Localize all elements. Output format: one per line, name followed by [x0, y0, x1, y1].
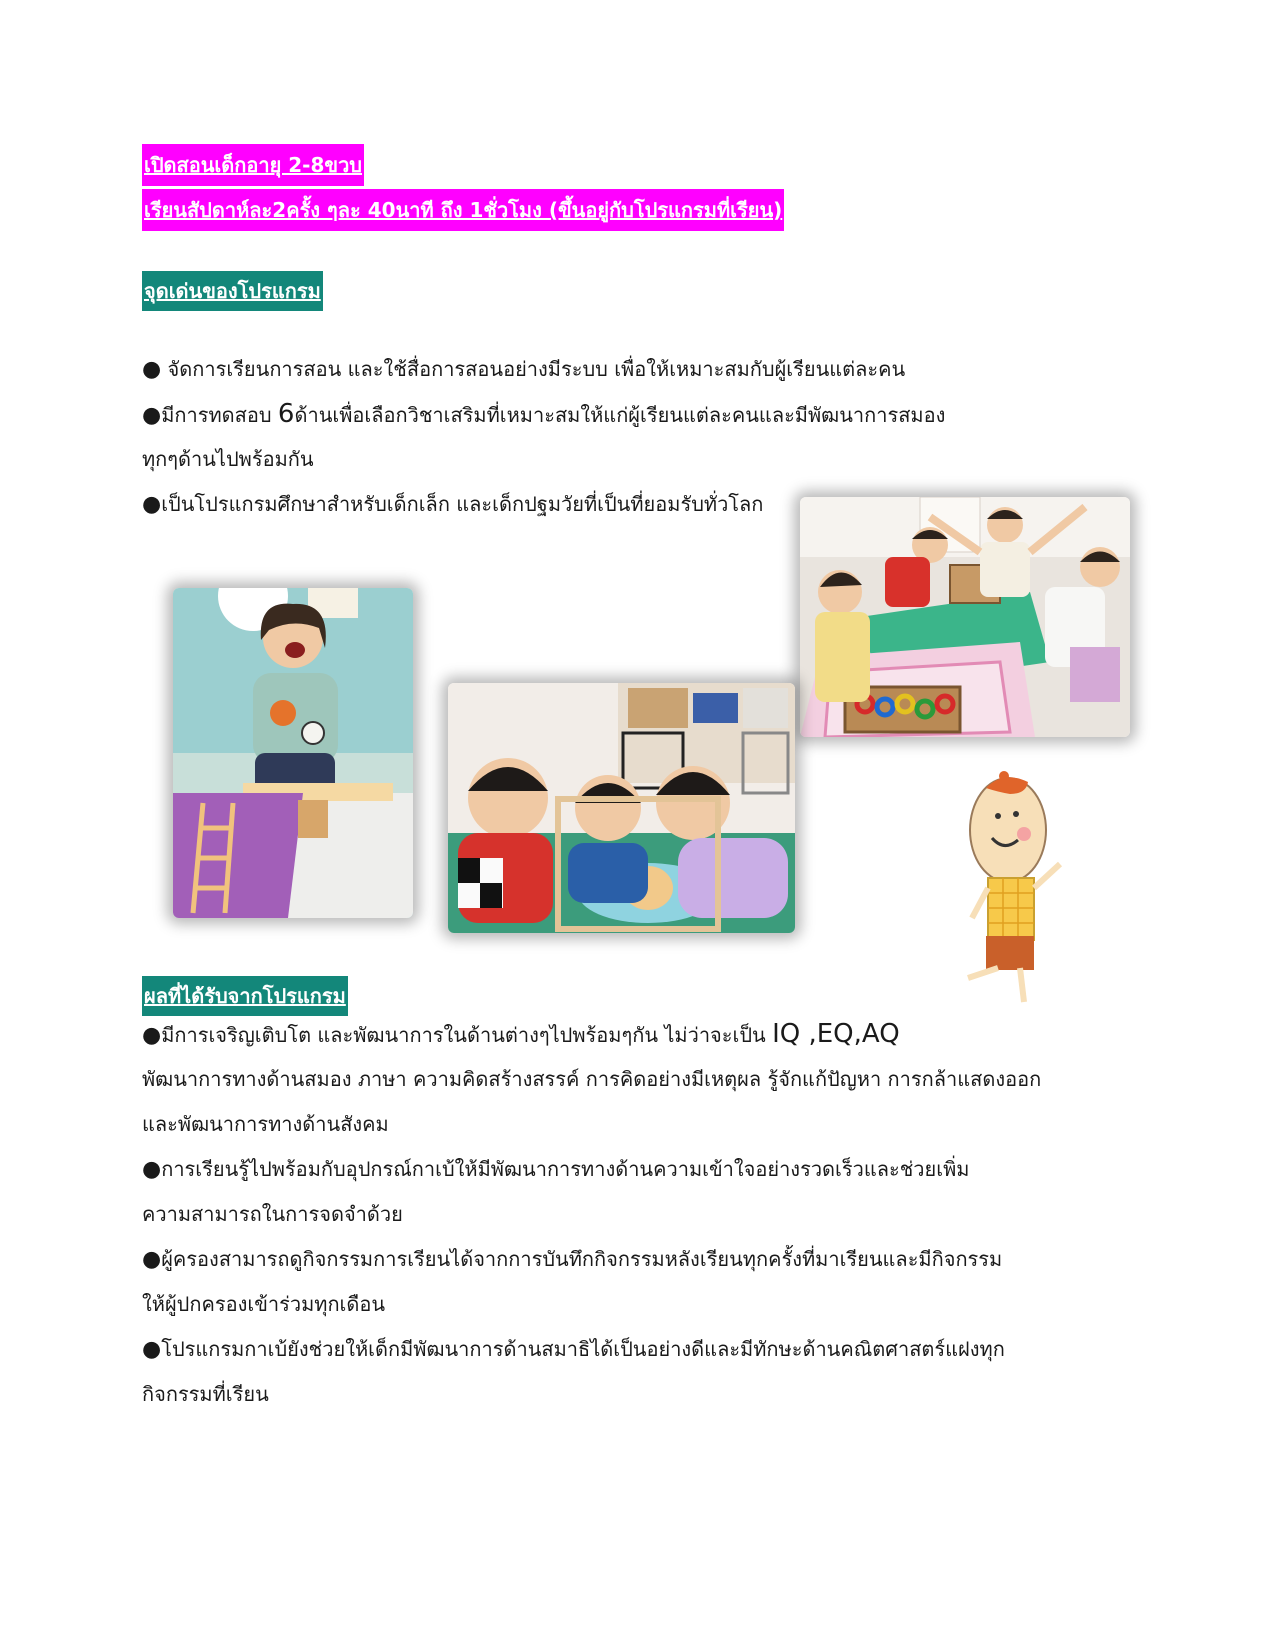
bullet-icon: ● [142, 492, 162, 517]
bullet-icon: ● [142, 1023, 162, 1048]
header-line-2: เรียนสัปดาห์ละ2ครั้ง ๆละ 40นาที ถึง 1ชั่วโมง (ขึ้นอยู่กับโปรแกรมที่เรียน) [142, 189, 784, 231]
highlights-heading: จุดเด่นของโปรแกรม [142, 271, 323, 311]
highlight-item-2-continued: ทุกๆด้านไปพร้อมกัน [142, 447, 314, 471]
bullet-icon: ● [142, 1337, 162, 1362]
kids-with-frame-photo [448, 683, 795, 933]
result-item-3: ●ผู้ครองสามารถดูกิจกรรมการเรียนได้จากการบันทึกกิจกรรมหลังเรียนทุกครั้งที่มาเรียนและมีกิจกรรม [142, 1247, 1003, 1272]
result-item-3-continued: ให้ผู้ปกครองเข้าร่วมทุกเดือน [142, 1292, 386, 1316]
header-line-1: เปิดสอนเด็กอายุ 2-8ขวบ [142, 144, 364, 186]
highlight-item-3: ●เป็นโปรแกรมศึกษาสำหรับเด็กเล็ก และเด็กปฐมวัยที่เป็นที่ยอมรับทั่วโลก [142, 492, 764, 517]
bullet-icon: ● [142, 357, 162, 382]
result-item-2-continued: ความสามารถในการจดจำด้วย [142, 1202, 403, 1226]
highlight-item-2: ●มีการทดสอบ 6ด้านเพื่อเลือกวิชาเสริมที่เหมาะสมให้แก่ผู้เรียนแต่ละคนและมีพัฒนาการสมอง [142, 399, 946, 429]
bullet-icon: ● [142, 1157, 162, 1182]
result-item-4: ●โปรแกรมกาเบ้ยังช่วยให้เด็กมีพัฒนาการด้านสมาธิได้เป็นอย่างดีและมีทักษะด้านคณิตศาสตร์แฝงทุก [142, 1337, 1005, 1362]
laughing-child-photo [173, 588, 413, 918]
result-item-1-continued-2: และพัฒนาการทางด้านสังคม [142, 1112, 389, 1136]
highlight-item-1: ● จัดการเรียนการสอน และใช้สื่อการสอนอย่างมีระบบ เพื่อให้เหมาะสมกับผู้เรียนแต่ละคน [142, 357, 906, 382]
result-item-2: ●การเรียนรู้ไปพร้อมกับอุปกรณ์กาเบ้ให้มีพัฒนาการทางด้านความเข้าใจอย่างรวดเร็วและช่วยเพิ่ม [142, 1157, 970, 1182]
results-heading: ผลที่ได้รับจากโปรแกรม [142, 976, 348, 1016]
classroom-group-photo [800, 497, 1130, 737]
bullet-icon: ● [142, 403, 162, 428]
result-item-4-continued: กิจกรรมที่เรียน [142, 1382, 269, 1406]
mascot-illustration [948, 768, 1073, 1006]
result-item-1: ●มีการเจริญเติบโต และพัฒนาการในด้านต่างๆไปพร้อมๆกัน ไม่ว่าจะเป็น IQ ,EQ,AQ [142, 1019, 900, 1049]
bullet-icon: ● [142, 1247, 162, 1272]
result-item-1-continued-1: พัฒนาการทางด้านสมอง ภาษา ความคิดสร้างสรรค์ การคิดอย่างมีเหตุผล รู้จักแก้ปัญหา การกล้าแสดงออก [142, 1067, 1042, 1091]
